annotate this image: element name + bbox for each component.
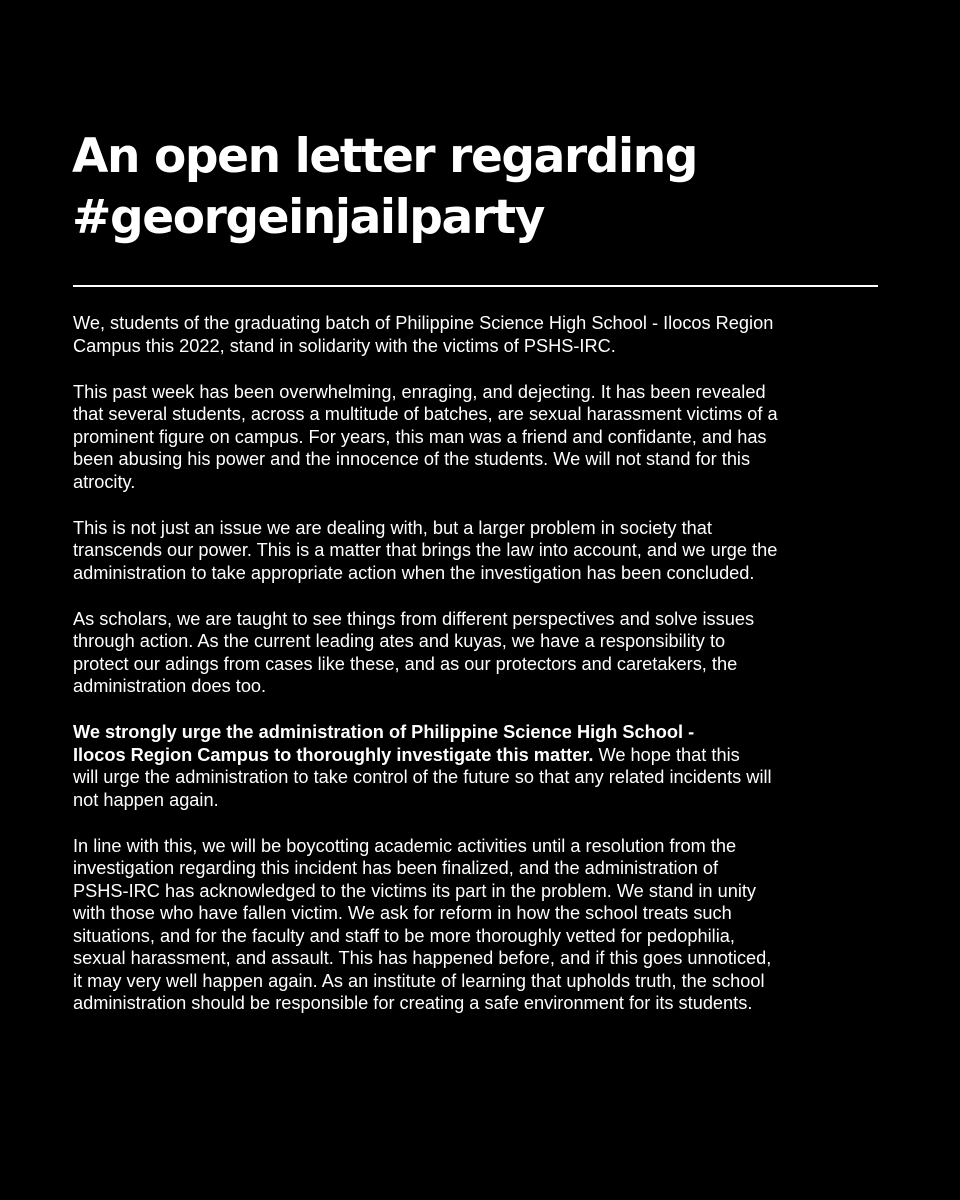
- paragraph-revelation: [73, 381, 893, 494]
- text-line: We, students of the graduating batch of Philippine Science High School - Ilocos Region: [73, 313, 774, 333]
- text-line: been abusing his power and the innocence of the students. We will not stand for this: [73, 449, 751, 469]
- paragraph-society: [73, 517, 893, 585]
- text-line: In line with this, we will be boycotting academic activities until a resolution from the: [73, 835, 737, 856]
- text-line: situations, and for the faculty and staff to be more thoroughly vetted for pedophilia,: [73, 925, 735, 946]
- text-line: atrocity.: [73, 471, 136, 492]
- title-line: An open letter regarding: [72, 129, 698, 184]
- text-line: it may very well happen again. As an institute of learning that upholds truth, the school: [73, 970, 765, 991]
- bold-text: Ilocos Region Campus to thoroughly investigate this matter.: [73, 744, 594, 765]
- paragraph-scholars: [73, 608, 893, 698]
- text-line: will urge the administration to take control of the future so that any related incidents will: [73, 767, 772, 787]
- text-fragment: We hope that this: [593, 744, 740, 765]
- text-line: transcends our power. This is a matter that brings the law into account, and we urge the: [73, 540, 778, 560]
- text-line: administration should be responsible for creating a safe environment for its students.: [73, 993, 753, 1013]
- paragraph-solidarity: [73, 312, 893, 357]
- text-line: with those who have fallen victim. We ask for reform in how the school treats such: [73, 903, 732, 923]
- letter-body: [73, 312, 893, 1038]
- text-line: sexual harassment, and assault. This has happened before, and if this goes unnoticed,: [73, 948, 772, 968]
- text-line: PSHS-IRC has acknowledged to the victims its part in the problem. We stand in unity: [73, 880, 757, 901]
- text-line: This past week has been overwhelming, enraging, and dejecting. It has been revealed: [73, 381, 766, 402]
- text-line: not happen again.: [73, 789, 219, 810]
- text-line: [73, 744, 893, 767]
- text-line: This is not just an issue we are dealing with, but a larger problem in society that: [73, 517, 712, 538]
- text-line: investigation regarding this incident has been finalized, and the administration of: [73, 858, 719, 878]
- title-line: #georgeinjailparty: [72, 190, 544, 245]
- text-line: administration does too.: [73, 676, 267, 696]
- text-line: through action. As the current leading ates and kuyas, we have a responsibility to: [73, 631, 726, 651]
- text-line: As scholars, we are taught to see things from different perspectives and solve issues: [73, 608, 755, 629]
- title-divider: [73, 285, 878, 287]
- text-line: that several students, across a multitude of batches, are sexual harassment victims of a: [73, 404, 778, 424]
- text-line: Campus this 2022, stand in solidarity with the victims of PSHS-IRC.: [73, 335, 616, 356]
- text-line: administration to take appropriate action when the investigation has been concluded.: [73, 562, 755, 583]
- text-line: prominent figure on campus. For years, this man was a friend and confidante, and has: [73, 426, 767, 447]
- letter-title: [72, 126, 892, 248]
- paragraph-urge: [73, 721, 893, 811]
- paragraph-boycott: [73, 835, 893, 1015]
- text-line: protect our adings from cases like these, and as our protectors and caretakers, the: [73, 653, 738, 674]
- bold-text-line: We strongly urge the administration of Philippine Science High School -: [73, 722, 695, 742]
